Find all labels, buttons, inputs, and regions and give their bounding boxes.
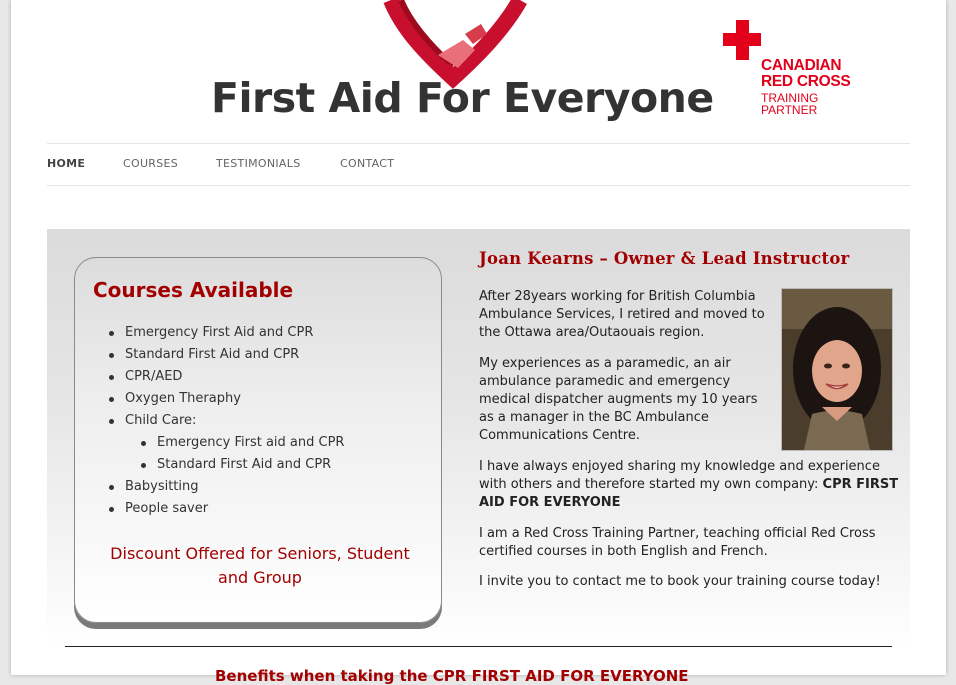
courses-list: [125, 322, 344, 520]
red-cross-icon: [723, 20, 763, 60]
bio-paragraph-5: I invite you to contact me to book your training course today!: [479, 574, 881, 589]
discount-notice: Discount Offered for Seniors, Student and Group: [110, 544, 410, 587]
course-item: CPR/AED: [125, 366, 344, 388]
courses-title: Courses Available: [93, 278, 294, 302]
bio-paragraph-3-text: I have always enjoyed sharing my knowledge and experience with others and therefore started my own company:: [479, 459, 880, 492]
bio-title: Joan Kearns – Owner & Lead Instructor: [479, 249, 850, 268]
nav-courses[interactable]: COURSES: [123, 157, 179, 170]
section-divider: [65, 646, 892, 647]
page: [11, 0, 946, 685]
course-item: Babysitting: [125, 476, 344, 498]
instructor-photo: [781, 288, 893, 451]
benefits-heading: Benefits when taking the CPR FIRST AID FOR EVERYONE: [215, 667, 689, 685]
course-item-childcare: [125, 410, 344, 476]
red-cross-partner-logo: [723, 20, 853, 120]
partner-line-1: CANADIAN: [761, 57, 842, 74]
company-name: CPR FIRST AID FOR EVERYONE: [479, 477, 899, 510]
main-nav: [47, 143, 910, 186]
partner-name: [761, 58, 850, 90]
bio-paragraph-2: My experiences as a paramedic, an air ambulance paramedic and emergency medical dispatcher augments my 10 years as a manager in the BC Ambulance Communications Centre.: [479, 356, 758, 443]
course-item: Standard First Aid and CPR: [125, 344, 344, 366]
bio-paragraph-4: I am a Red Cross Training Partner, teaching official Red Cross certified courses in both English and French.: [479, 526, 876, 559]
partner-line-4: PARTNER: [761, 103, 818, 117]
nav-contact[interactable]: CONTACT: [340, 157, 395, 170]
course-item: Oxygen Theraphy: [125, 388, 344, 410]
partner-subtitle: [761, 92, 818, 116]
bio-paragraph-1: After 28years working for British Columbia Ambulance Services, I retired and moved to the Ottawa area/Outaouais region.: [479, 289, 765, 340]
courses-box: [74, 257, 442, 623]
childcare-item: Standard First Aid and CPR: [157, 454, 344, 476]
childcare-sublist: [125, 432, 344, 476]
course-item-label: Child Care:: [125, 413, 197, 428]
content-panel: [47, 229, 910, 649]
nav-testimonials[interactable]: TESTIMONIALS: [216, 157, 301, 170]
course-item: People saver: [125, 498, 344, 520]
partner-line-2: RED CROSS: [761, 73, 851, 90]
course-item: Emergency First Aid and CPR: [125, 322, 344, 344]
childcare-item: Emergency First aid and CPR: [157, 432, 344, 454]
partner-line-3: TRAINING: [761, 91, 819, 105]
site-title: First Aid For Everyone: [211, 74, 714, 122]
portrait-image-icon: [782, 289, 892, 450]
bio-paragraph-3: [479, 458, 899, 512]
nav-home[interactable]: HOME: [47, 157, 86, 170]
